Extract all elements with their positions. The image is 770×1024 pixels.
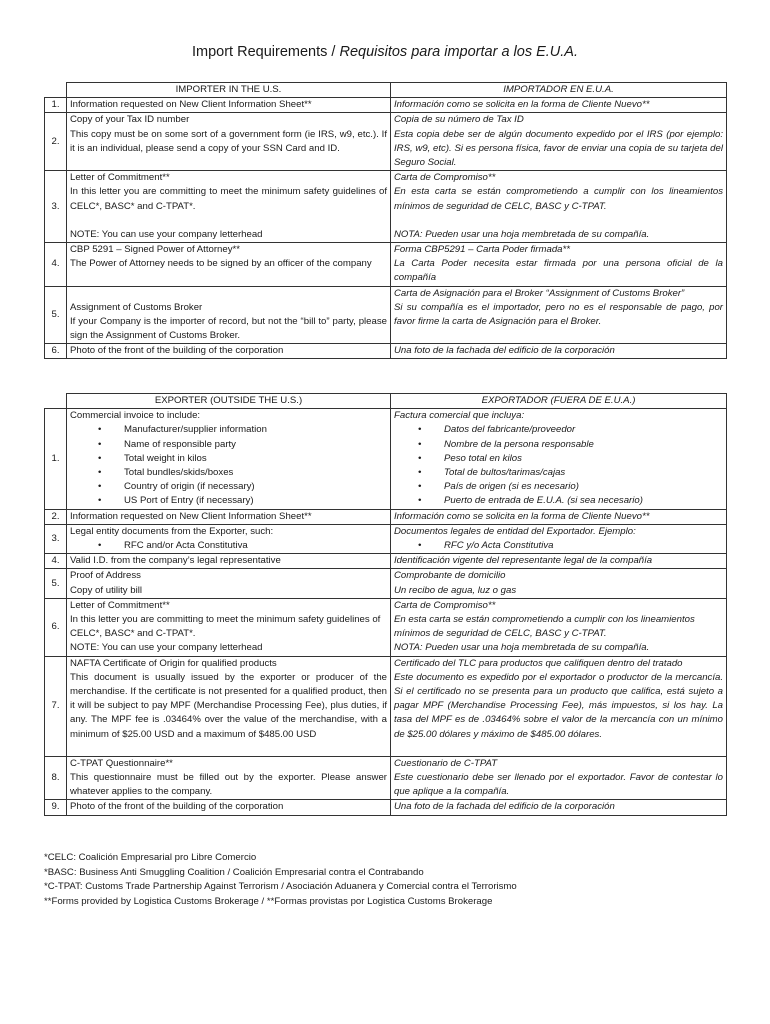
list-item: • Puerto de entrada de E.U.A. (si sea necesario) [444,494,723,508]
footnote: *CELC: Coalición Empresarial pro Libre Comercio [44,852,257,863]
row-number: 4. [45,554,67,569]
bullet-list [394,423,723,508]
row-text-en: Assignment of Customs Broker If your Company is the importer of record, but not the “bill to” party, please sign the Assignment of Customs Broker. [67,286,391,344]
row-number: 6. [45,598,67,656]
row-text-en: Letter of Commitment** In this letter you are committing to meet the minimum safety guidelines of CELC*, BASC* and C-TPAT*. NOTE: You can use your company letterhead [67,598,391,656]
row-number: 7. [45,656,67,756]
row-text-en: CBP 5291 – Signed Power of Attorney** The Power of Attorney needs to be signed by an officer of the company [67,243,391,287]
exporter-header-es: EXPORTADOR (FUERA DE E.U.A.) [391,394,727,409]
row-text-en: Valid I.D. from the company’s legal representative [67,554,391,569]
row-text-es: Identificación vigente del representante legal de la compañía [391,554,727,569]
table-row [45,656,727,756]
row-number: 2. [45,509,67,524]
table-row [45,800,727,815]
table-row [45,554,727,569]
row-text-en: Letter of Commitment** In this letter you are committing to meet the minimum safety guidelines of CELC*, BASC* and C-TPAT*. NOTE: You can use your company letterhead [67,171,391,243]
row-text-es: Forma CBP5291 – Carta Poder firmada** La Carta Poder necesita estar firmada por una persona oficial de la compañía [391,243,727,287]
row-number: 5. [45,569,67,598]
list-item: • Country of origin (if necessary) [124,480,387,494]
row-text-en: Proof of Address Copy of utility bill [67,569,391,598]
row-number: 3. [45,171,67,243]
bullet-list [394,539,723,553]
list-item: • US Port of Entry (if necessary) [124,494,387,508]
row-text-es: Comprobante de domicilio Un recibo de agua, luz o gas [391,569,727,598]
row-text-es: Carta de Compromiso** En esta carta se están comprometiendo a cumplir con los lineamientos mínimos de seguridad de CELC, BASC y C-TPAT. NOTA: Pueden usar una hoja membretada de su compañía. [391,171,727,243]
table-row [45,409,727,509]
table-row [45,598,727,656]
row-text-es: Certificado del TLC para productos que califiquen dentro del tratado Este documento es expedido por el exportador o productor de la mercancía. Si el certificado no se presenta para un producto que califica, está sujeto a pagar MPF (Merchandise Processing Fee), más impuestos, si los hay. La tasa del MPF es de .03464% sobre el valor de la mercancía con un mínimo de $25.00 dólares y máximo de $485.00 dólares. [391,656,727,756]
list-item: • Total bundles/skids/boxes [124,466,387,480]
footnote: *C-TPAT: Customs Trade Partnership Against Terrorism / Asociación Aduanera y Comercial contra el Terrorismo [44,881,517,892]
table-row [45,756,727,800]
row-text-es: Copia de su número de Tax ID Esta copia debe ser de algún documento expedido por el IRS (por ejemplo: IRS, w9, etc). Si es persona física, favor de enviar una copia de su tarjeta del Seguro Social. [391,113,727,171]
row-text-es: Cuestionario de C-TPAT Este cuestionario debe ser llenado por el exportador. Favor de contestar lo que aplique a la compañía. [391,756,727,800]
list-item: • RFC and/or Acta Constitutiva [124,539,387,553]
row-number: 9. [45,800,67,815]
list-item: • Total weight in kilos [124,452,387,466]
list-item: • RFC y/o Acta Constitutiva [444,539,723,553]
bullet-list [70,423,387,508]
row-text-es: Carta de Compromiso** En esta carta se están comprometiendo a cumplir con los lineamientos mínimos de seguridad de CELC, BASC y C-TPAT. NOTA: Pueden usar una hoja membretada de su compañía. [391,598,727,656]
footnote: *BASC: Business Anti Smuggling Coalition / Coalición Empresarial contra el Contrabando [44,866,424,878]
row-text-en: Information requested on New Client Information Sheet** [67,509,391,524]
list-item: • Manufacturer/supplier information [124,423,387,437]
row-number: 8. [45,756,67,800]
row-text-en: C-TPAT Questionnaire** This questionnaire must be filled out by the exporter. Please answer whatever applies to the company. [67,756,391,800]
row-text-en: Photo of the front of the building of the corporation [67,344,391,359]
bullet-list [70,539,387,553]
exporter-header-en: EXPORTER (OUTSIDE THE U.S.) [67,394,391,409]
table-row [45,569,727,598]
title-en: Import Requirements / [191,44,340,60]
importer-header-es: IMPORTADOR EN E.U.A. [391,83,727,98]
importer-table [44,82,727,359]
page-title [0,44,770,60]
row-number: 4. [45,243,67,287]
importer-header-en: IMPORTER IN THE U.S. [67,83,391,98]
list-item: • Nombre de la persona responsable [444,438,723,452]
row-text-en: NAFTA Certificate of Origin for qualified products This document is usually issued by the exporter or producer of the merchandise. If the certificate is not presented for a qualified product, then it will be subject to pay MPF (Merchandise Processing Fee), plus duties, if any. The MPF fee is .03464% over the value of the merchandise, with a minimum of $25.00 USD and a maximum of $485.00 USD [67,656,391,756]
row-text-en: Photo of the front of the building of the corporation [67,800,391,815]
row-number: 6. [45,344,67,359]
table-row [45,243,727,287]
row-text-en: Commercial invoice to include: • Manufacturer/supplier information • Name of responsible party • Total weight in kilos • Total bundles/skids/boxes • Country of origin (if necessary) • US Port of Entry (if necessary) [67,409,391,509]
row-text-es: Información como se solicita en la forma de Cliente Nuevo** [391,98,727,113]
list-item: • Name of responsible party [124,438,387,452]
footnote: **Forms provided by Logistica Customs Brokerage / **Formas provistas por Logistica Customs Brokerage [44,895,493,907]
table-row [45,344,727,359]
footnotes [44,851,517,909]
exporter-table [44,393,727,816]
row-number: 1. [45,98,67,113]
exporter-header-row [45,394,727,409]
row-text-en: Legal entity documents from the Exporter, such: • RFC and/or Acta Constitutiva [67,524,391,553]
row-text-es: Información como se solicita en la forma de Cliente Nuevo** [391,509,727,524]
row-number: 1. [45,409,67,509]
row-text-es: Una foto de la fachada del edificio de la corporación [391,344,727,359]
row-text-es: Factura comercial que incluya: • Datos del fabricante/proveedor • Nombre de la persona responsable • Peso total en kilos • Total de bultos/tarimas/cajas • País de origen (si es necesario) • Puerto de entrada de E.U.A. (si sea necesario) [391,409,727,509]
row-number: 3. [45,524,67,553]
list-item: • País de origen (si es necesario) [444,480,723,494]
row-text-es: Documentos legales de entidad del Exportador. Ejemplo: • RFC y/o Acta Constitutiva [391,524,727,553]
title-es: Requisitos para importar a los E.U.A. [339,44,579,60]
table-row [45,286,727,344]
row-text-es: Una foto de la fachada del edificio de la corporación [391,800,727,815]
table-row [45,524,727,553]
list-item: • Peso total en kilos [444,452,723,466]
table-row [45,509,727,524]
list-item: • Total de bultos/tarimas/cajas [444,466,723,480]
table-row [45,171,727,243]
row-number: 5. [45,286,67,344]
table-row [45,98,727,113]
row-text-en: Information requested on New Client Information Sheet** [67,98,391,113]
importer-header-row [45,83,727,98]
table-row [45,113,727,171]
list-item: • Datos del fabricante/proveedor [444,423,723,437]
row-text-es: Carta de Asignación para el Broker “Assignment of Customs Broker” Si su compañía es el importador, pero no es el responsable de pago, por favor firme la carta de Asignación para el Broker. [391,286,727,344]
row-number: 2. [45,113,67,171]
row-text-en: Copy of your Tax ID number This copy must be on some sort of a government form (ie IRS, w9, etc.). If it is an individual, please send a copy of your SSN Card and ID. [67,113,391,171]
